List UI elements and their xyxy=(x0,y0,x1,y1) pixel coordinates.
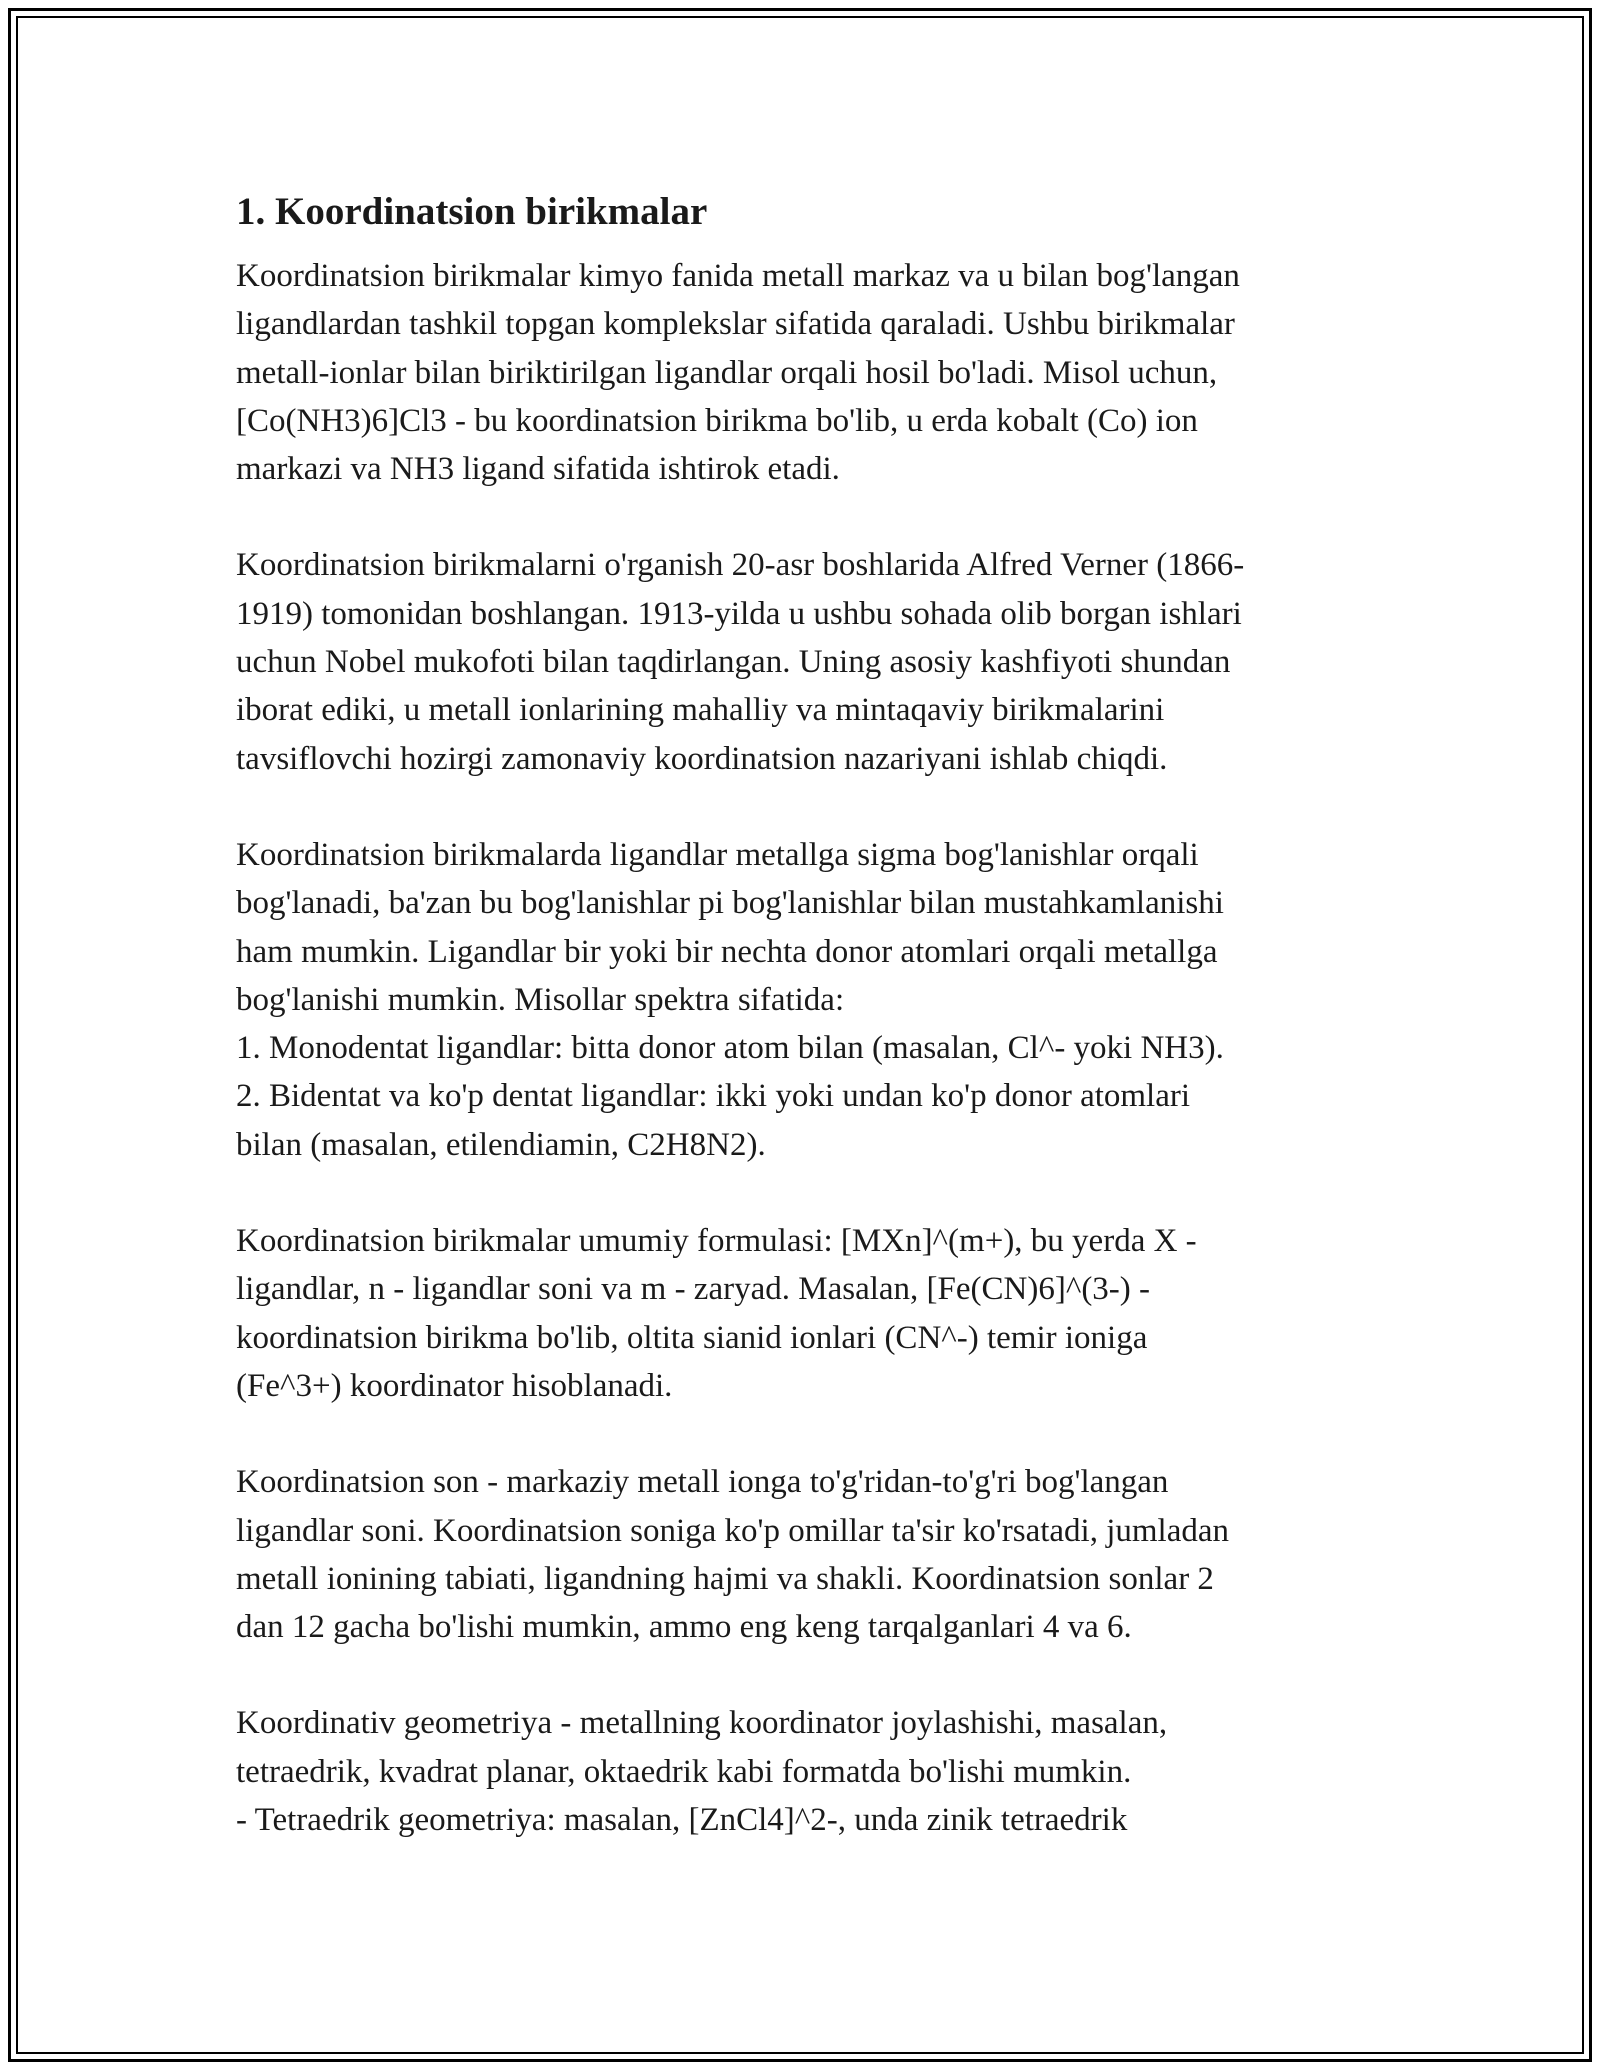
paragraph-6 xyxy=(236,1699,1416,1844)
paragraph-4 xyxy=(236,1217,1416,1410)
text-line: ligandlar, n - ligandlar soni va m - zaryad. Masalan, [Fe(CN)6]^(3-) - xyxy=(236,1271,1151,1308)
text-line: metall ionining tabiati, ligandning hajmi va shakli. Koordinatsion sonlar 2 xyxy=(236,1560,1214,1597)
text-line: Koordinatsion birikmalar umumiy formulasi: [MXn]^(m+), bu yerda X - xyxy=(236,1223,1197,1260)
text-line: metall-ionlar bilan biriktirilgan ligandlar orqali hosil bo'ladi. Misol uchun, xyxy=(236,354,1218,391)
list-item-tetraedrik: - Tetraedrik geometriya: masalan, [ZnCl4]^2-, unda zinik tetraedrik xyxy=(236,1802,1128,1839)
text-line: [Co(NH3)6]Cl3 - bu koordinatsion birikma bo'lib, u erda kobalt (Co) ion xyxy=(236,402,1198,439)
text-line: Koordinatsion birikmalarni o'rganish 20-asr boshlarida Alfred Verner (1866- xyxy=(236,547,1245,584)
list-item-bidentat: 2. Bidentat va ko'p dentat ligandlar: ikki yoki undan ko'p donor atomlari xyxy=(236,1078,1191,1115)
text-line: ham mumkin. Ligandlar bir yoki bir nechta donor atomlari orqali metallga xyxy=(236,933,1218,970)
text-line: bog'lanadi, ba'zan bu bog'lanishlar pi bog'lanishlar bilan mustahkamlanishi xyxy=(236,885,1224,922)
text-line: tavsiflovchi hozirgi zamonaviy koordinatsion nazariyani ishlab chiqdi. xyxy=(236,740,1168,777)
text-line: dan 12 gacha bo'lishi mumkin, ammo eng keng tarqalganlari 4 va 6. xyxy=(236,1609,1132,1646)
paragraph-5 xyxy=(236,1458,1416,1651)
paragraph-2 xyxy=(236,541,1416,782)
text-line: Koordinatsion birikmalar kimyo fanida metall markaz va u bilan bog'langan xyxy=(236,258,1240,294)
text-line: ligandlar soni. Koordinatsion soniga ko'p omillar ta'sir ko'rsatadi, jumladan xyxy=(236,1512,1229,1549)
paragraph-3 xyxy=(236,831,1416,1169)
text-line: 1919) tomonidan boshlangan. 1913-yilda u ushbu sohada olib borgan ishlari xyxy=(236,595,1242,632)
text-line: Koordinativ geometriya - metallning koordinator joylashishi, masalan, xyxy=(236,1705,1168,1742)
text-line: Koordinatsion son - markaziy metall ionga to'g'ridan-to'g'ri bog'langan xyxy=(236,1464,1169,1501)
page-title: 1. Koordinatsion birikmalar xyxy=(236,190,708,233)
document-body xyxy=(236,186,1416,1892)
text-line: koordinatsion birikma bo'lib, oltita sianid ionlari (CN^-) temir ioniga xyxy=(236,1319,1148,1356)
text-line: iborat ediki, u metall ionlarining mahalliy va mintaqaviy birikmalarini xyxy=(236,692,1165,729)
text-line: bog'lanishi mumkin. Misollar spektra sifatida: xyxy=(236,981,845,1018)
paragraph-1 xyxy=(236,252,1416,493)
text-line: uchun Nobel mukofoti bilan taqdirlangan. Uning asosiy kashfiyoti shundan xyxy=(236,644,1231,681)
list-item-monodentat: 1. Monodentat ligandlar: bitta donor atom bilan (masalan, Cl^- yoki NH3). xyxy=(236,1030,1224,1067)
text-line: tetraedrik, kvadrat planar, oktaedrik kabi formatda bo'lishi mumkin. xyxy=(236,1753,1132,1790)
text-line: ligandlardan tashkil topgan komplekslar sifatida qaraladi. Ushbu birikmalar xyxy=(236,306,1235,343)
text-line: bilan (masalan, etilendiamin, C2H8N2). xyxy=(236,1126,766,1163)
text-line: Koordinatsion birikmalarda ligandlar metallga sigma bog'lanishlar orqali xyxy=(236,836,1199,873)
text-line: (Fe^3+) koordinator hisoblanadi. xyxy=(236,1367,673,1404)
text-line: markazi va NH3 ligand sifatida ishtirok etadi. xyxy=(236,451,840,488)
